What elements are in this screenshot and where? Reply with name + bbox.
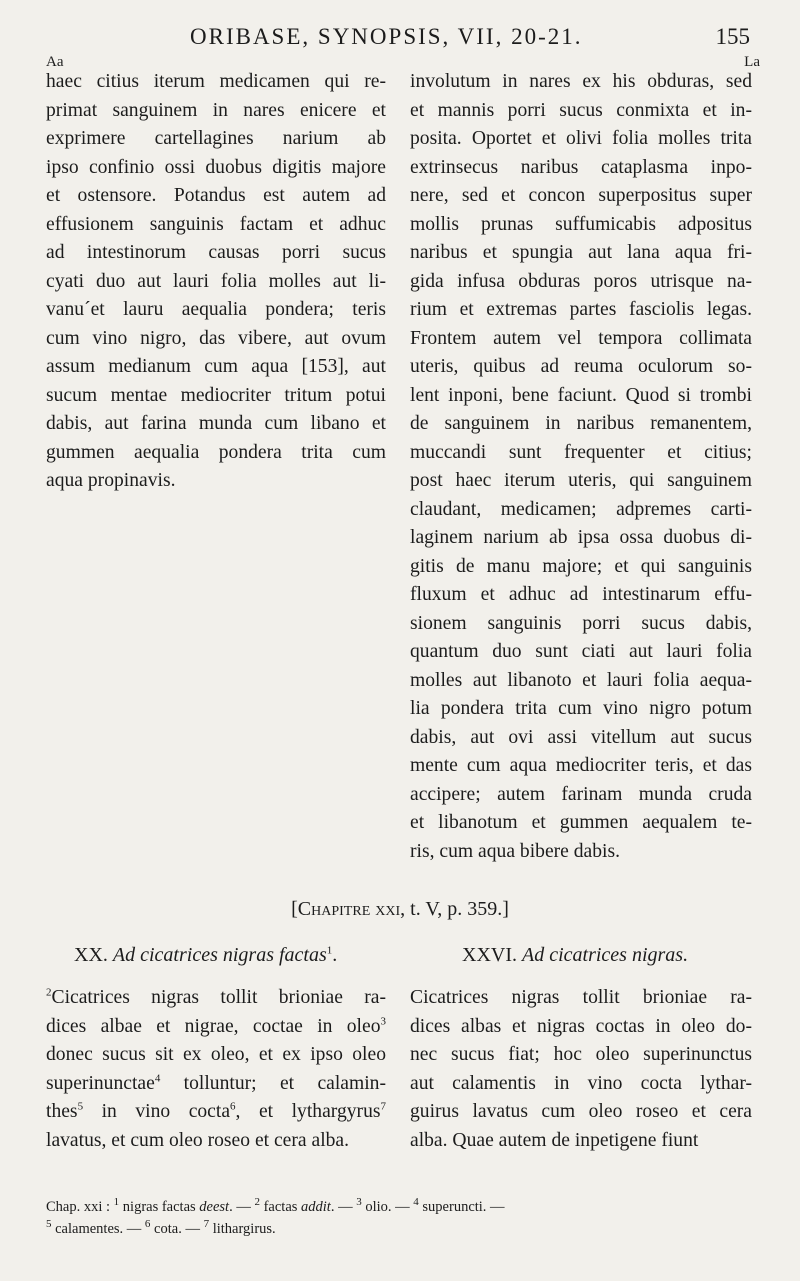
text-line: et mannis porri sucus conmixta et in- [410, 99, 752, 121]
note-marker: 4 [154, 1071, 161, 1084]
text-line [46, 1098, 386, 1127]
text-line: muccandi sunt frequenter et citius; [410, 441, 752, 463]
text-segment: in vino cocta [83, 1101, 231, 1122]
text-line: gummen aequalia pondera trita cum [46, 441, 386, 463]
right-section-number: XXVI. [462, 944, 517, 966]
text-segment: superinunctae [46, 1072, 155, 1094]
page-header [190, 24, 750, 54]
text-line: vanu´et lauru aequalia pondera; teris [46, 299, 386, 320]
note-marker: 2 [254, 1196, 260, 1209]
note-marker: 7 [203, 1218, 210, 1231]
note-marker: 6 [230, 1100, 236, 1113]
text-segment: lavatus, et cum oleo roseo et cera alba. [46, 1129, 350, 1151]
text-line: ad intestinorum causas porri sucus [46, 242, 386, 263]
text-line: extrinsecus naribus cataplasma inpo- [410, 156, 752, 178]
note-marker: 4 [413, 1196, 419, 1209]
note-marker: 2 [46, 986, 52, 999]
footnote-text: . — [330, 1199, 357, 1215]
footnote-italic: addit [301, 1199, 331, 1215]
text-line: Frontem autem vel tempora collimata [410, 327, 752, 349]
text-line [46, 984, 386, 1013]
text-line: claudant, medicamen; adpremes carti- [410, 498, 752, 520]
text-line: mollis prunas suffumicabis adpositus [410, 213, 752, 235]
footnote-text: lithargirus. [209, 1221, 276, 1237]
text-line [46, 1070, 386, 1099]
left-section-period: . [332, 944, 338, 966]
right-section-heading [462, 944, 688, 967]
text-line: uteris, quibus ad reuma oculorum so- [410, 356, 752, 377]
right-section-title: Ad cicatrices nigras. [522, 944, 689, 966]
note-marker: 7 [380, 1100, 386, 1113]
text-line: effusionem sanguinis factam et adhuc [46, 213, 386, 235]
chapter-ref-open: [ [291, 898, 298, 920]
text-line: primat sanguinem in nares enicere et [46, 99, 386, 121]
text-line: naribus et spungia aut lana aqua fri- [410, 242, 752, 263]
text-line: haec citius iterum medicamen qui re- [46, 71, 386, 92]
chapter-reference [0, 898, 800, 921]
footnote-text: calamentes. — [51, 1221, 145, 1237]
right-column-text [410, 68, 752, 866]
left-section-title: Ad cicatrices nigras factas [112, 944, 327, 966]
text-line: involutum in nares ex his obduras, sed [410, 71, 752, 92]
text-line [46, 1127, 386, 1156]
text-line: sucum mentae mediocriter tritum potui [46, 384, 386, 406]
text-segment: Cicatrices nigras tollit brioniae ra- [51, 987, 386, 1008]
note-marker: 6 [144, 1218, 151, 1231]
left-section-number: XX. [74, 944, 108, 966]
text-line: aqua propinavis. [46, 470, 176, 491]
text-line: cum vino nigro, das vibere, aut ovum [46, 327, 386, 349]
footnote-text: olio. — [361, 1199, 414, 1215]
text-line: ipso confinio ossi duobus digitis majore [46, 156, 386, 178]
note-marker: 3 [356, 1196, 362, 1209]
text-line: nec sucus fiat; hoc oleo superinunctus [410, 1044, 752, 1065]
text-line: sionem sanguinis porri sucus dabis, [410, 612, 752, 634]
footnote-text: cota. — [150, 1221, 204, 1237]
text-segment: , et lythargyrus [235, 1101, 381, 1122]
left-manuscript-marker: Aa [46, 54, 64, 70]
chapter-ref-rest: , t. V, p. 359.] [400, 898, 509, 920]
text-line: lent inponi, bene faciunt. Quod si trombi [410, 384, 752, 406]
text-line: gitis de manu majore; et qui sanguinis [410, 555, 752, 577]
note-marker: 3 [380, 1014, 386, 1027]
chapter-ref-chapitre: Chapitre xxi [297, 898, 401, 920]
running-title: ORIBASE, SYNOPSIS, VII, 20-21. [190, 24, 583, 49]
text-segment: dices albae et nigrae, coctae in oleo [46, 1015, 381, 1037]
text-line: dabis, aut ovi assi vitellum aut sucus [410, 726, 752, 748]
note-marker: 1 [113, 1196, 120, 1209]
text-line [46, 1013, 386, 1042]
text-segment: tolluntur; et calamin- [160, 1072, 386, 1094]
footnote-text: Chap. xxi : [46, 1199, 114, 1215]
text-line: de sanguinem in naribus remanentem, [410, 413, 752, 434]
text-line: accipere; autem farinam munda cruda [410, 783, 752, 805]
text-line: rium et extremas partes fasciolis legas. [410, 299, 752, 320]
right-section-text [410, 984, 752, 1155]
text-line: quantum duo sunt ciati aut lauri folia [410, 641, 752, 662]
text-line: laginem narium ab ipsa ossa duobus di- [410, 527, 752, 548]
footnote-text: superuncti. — [418, 1199, 505, 1215]
left-column-text [46, 68, 386, 496]
right-manuscript-marker: La [744, 54, 760, 70]
text-line: mente cum aqua mediocriter teris, et das [410, 755, 752, 776]
text-line: fluxum et adhuc ad intestinarum effu- [410, 584, 752, 605]
text-line: guirus lavatus cum oleo roseo et cera [410, 1101, 752, 1122]
text-segment: donec sucus sit ex oleo, et ex ipso oleo [46, 1044, 386, 1065]
footnote-line [46, 1218, 758, 1240]
text-line: et libanotum et gummen aequalem te- [410, 812, 752, 833]
text-line: cyati duo aut lauri folia molles aut li- [46, 270, 386, 292]
footnote-italic: deest [199, 1199, 230, 1215]
text-line: aut calamentis in vino cocta lythar- [410, 1072, 752, 1094]
text-line: Cicatrices nigras tollit brioniae ra- [410, 987, 752, 1008]
text-line: ris, cum aqua bibere dabis. [410, 840, 621, 862]
text-line: dices albas et nigras coctas in oleo do- [410, 1015, 752, 1037]
text-line: nere, sed et concon superpositus super [410, 185, 752, 206]
note-marker: 5 [77, 1100, 84, 1113]
text-line: lia pondera trita cum vino nigro potum [410, 698, 752, 719]
footnote-text: . — [229, 1199, 255, 1215]
text-line [46, 1041, 386, 1070]
text-line: exprimere cartellagines narium ab [46, 128, 386, 149]
page-number: 155 [715, 24, 750, 49]
left-section-heading [74, 944, 337, 967]
left-section-text [46, 984, 386, 1155]
footnote-text: factas [259, 1199, 302, 1215]
footnote-line [46, 1196, 758, 1218]
text-line: posita. Oportet et olivi folia molles trita [410, 128, 752, 149]
text-line: dabis, aut farina munda cum libano et [46, 413, 386, 434]
text-line: gida infusa obduras poros utrisque na- [410, 270, 752, 292]
left-section-title-note: 1 [326, 944, 333, 957]
footnote-text: nigras factas [119, 1199, 200, 1215]
text-line: assum medianum cum aqua [153], aut [46, 356, 386, 377]
note-marker: 5 [46, 1218, 52, 1231]
text-segment: thes [46, 1101, 78, 1122]
text-line: et ostensore. Potandus est autem ad [46, 185, 386, 206]
text-line: molles aut libanoto et lauri folia aequa- [410, 669, 752, 691]
text-line: post haec iterum uteris, qui sanguinem [410, 470, 752, 491]
text-line: alba. Quae autem de inpetigene fiunt [410, 1129, 699, 1151]
footnotes [46, 1196, 758, 1240]
